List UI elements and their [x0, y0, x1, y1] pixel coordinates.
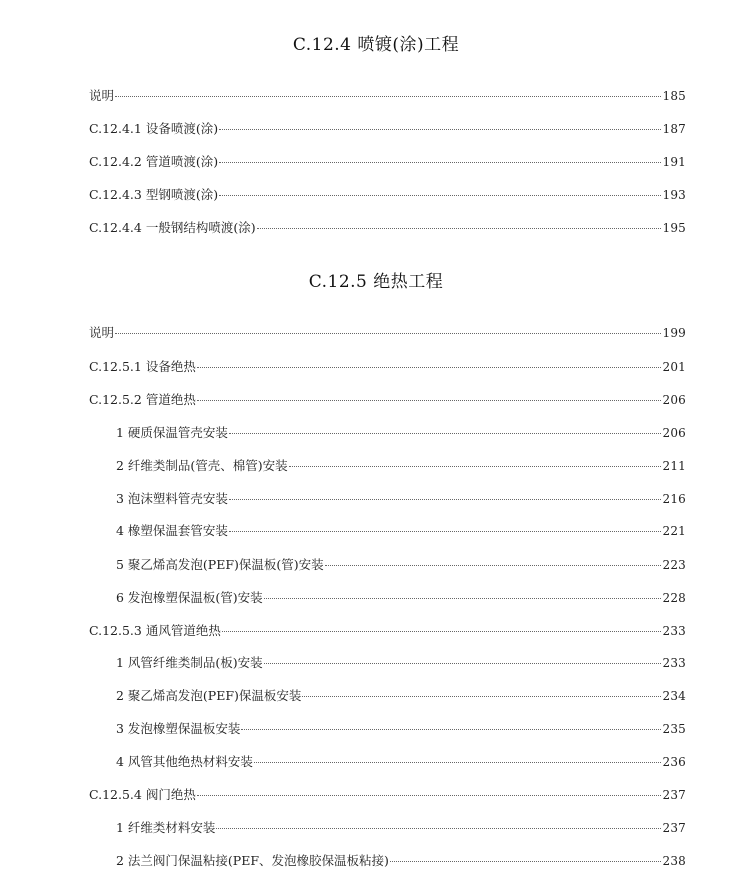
- toc-entry-page: 193: [662, 188, 686, 202]
- toc-entry-label: 6 发泡橡塑保温板(管)安装: [116, 590, 263, 605]
- dot-leader: [325, 565, 662, 566]
- dot-leader: [264, 598, 662, 599]
- toc-entry-page: 216: [662, 492, 686, 506]
- toc-entry-page: 187: [662, 122, 686, 136]
- toc-entry-c12-5-3[interactable]: [89, 621, 686, 639]
- toc-entry-label: 说明: [89, 88, 115, 103]
- dot-leader: [264, 663, 662, 664]
- dot-leader: [229, 531, 662, 532]
- toc-subentry[interactable]: [116, 555, 686, 573]
- toc-entry-label: 2 纤维类制品(管壳、棉管)安装: [116, 458, 288, 473]
- toc-entry-label: 2 聚乙烯高发泡(PEF)保温板安装: [116, 688, 302, 703]
- toc-subentry[interactable]: [116, 653, 686, 671]
- dot-leader: [222, 631, 662, 632]
- toc-entry-page: 206: [662, 393, 686, 407]
- toc-entry-c12-5-2[interactable]: [89, 390, 686, 408]
- toc-entry-label: 3 发泡橡塑保温板安装: [116, 721, 241, 736]
- dot-leader: [219, 129, 661, 130]
- toc-entry-page: 201: [662, 360, 686, 374]
- toc-entry-label: C.12.5.3 通风管道绝热: [89, 623, 221, 638]
- toc-entry-label: C.12.4.4 一般钢结构喷渡(涂): [89, 220, 256, 235]
- toc-entry-label: 2 法兰阀门保温粘接(PEF、发泡橡胶保温板粘接): [116, 853, 389, 868]
- toc-entry-label: 4 风管其他绝热材料安装: [116, 754, 253, 769]
- toc-subentry[interactable]: [116, 719, 686, 737]
- toc-subentry[interactable]: [116, 456, 686, 474]
- toc-entry-label: 说明: [89, 325, 115, 340]
- dot-leader: [115, 333, 661, 334]
- dot-leader: [197, 367, 662, 368]
- toc-entry-page: 228: [662, 591, 686, 605]
- toc-entry-page: 236: [662, 755, 686, 769]
- dot-leader: [289, 466, 662, 467]
- dot-leader: [229, 499, 662, 500]
- dot-leader: [257, 228, 662, 229]
- dot-leader: [219, 162, 661, 163]
- toc-entry-page: 235: [662, 722, 686, 736]
- toc-entry-label: 1 纤维类材料安装: [116, 820, 216, 835]
- toc-entry-label: C.12.5.2 管道绝热: [89, 392, 196, 407]
- dot-leader: [241, 729, 661, 730]
- toc-entry-label: C.12.4.3 型钢喷渡(涂): [89, 187, 219, 202]
- dot-leader: [216, 828, 661, 829]
- toc-entry-label: 1 风管纤维类制品(板)安装: [116, 655, 263, 670]
- dot-leader: [197, 795, 662, 796]
- toc-entry-page: 233: [662, 624, 686, 638]
- toc-entry-page: 195: [662, 221, 686, 235]
- toc-entry-page: 234: [662, 689, 686, 703]
- toc-entry-label: C.12.5.4 阀门绝热: [89, 787, 196, 802]
- toc-entry-page: 199: [662, 326, 686, 340]
- toc-entry-label: C.12.4.1 设备喷渡(涂): [89, 121, 219, 136]
- toc-entry-label: 4 橡塑保温套管安装: [116, 523, 228, 538]
- toc-entry-label: C.12.4.2 管道喷渡(涂): [89, 154, 219, 169]
- toc-entry-page: 191: [662, 155, 686, 169]
- toc-entry-page: 237: [662, 788, 686, 802]
- toc-entry-page: 221: [662, 524, 686, 538]
- toc-entry-c12-5-intro[interactable]: [89, 323, 686, 341]
- toc-entry-c12-5-4[interactable]: [89, 785, 686, 803]
- toc-subentry[interactable]: [116, 686, 686, 704]
- toc-subentry[interactable]: [116, 521, 686, 539]
- toc-entry-page: 233: [662, 656, 686, 670]
- toc-entry-page: 238: [662, 854, 686, 868]
- toc-entry-label: 1 硬质保温管壳安装: [116, 425, 228, 440]
- toc-subentry[interactable]: [116, 752, 686, 770]
- toc-entry-page: 211: [662, 459, 686, 473]
- dot-leader: [254, 762, 662, 763]
- toc-subentry[interactable]: [116, 489, 686, 507]
- toc-entry-c12-4-2[interactable]: [89, 152, 686, 170]
- toc-entry-c12-4-1[interactable]: [89, 119, 686, 137]
- toc-entry-label: 5 聚乙烯高发泡(PEF)保温板(管)安装: [116, 557, 324, 572]
- toc-entry-label: C.12.5.1 设备绝热: [89, 359, 196, 374]
- toc-entry-page: 237: [662, 821, 686, 835]
- toc-subentry[interactable]: [116, 851, 686, 869]
- dot-leader: [390, 861, 662, 862]
- toc-subentry[interactable]: [116, 423, 686, 441]
- toc-entry-label: 3 泡沫塑料管壳安装: [116, 491, 228, 506]
- toc-entry-c12-4-4[interactable]: [89, 218, 686, 236]
- dot-leader: [115, 96, 661, 97]
- dot-leader: [219, 195, 661, 196]
- dot-leader: [229, 433, 662, 434]
- dot-leader: [197, 400, 662, 401]
- toc-entry-c12-5-1[interactable]: [89, 357, 686, 375]
- toc-entry-page: 185: [662, 89, 686, 103]
- toc-entry-c12-4-3[interactable]: [89, 185, 686, 203]
- toc-subentry[interactable]: [116, 818, 686, 836]
- toc-entry-page: 223: [662, 558, 686, 572]
- section-heading-c12-5: C.12.5 绝热工程: [308, 272, 444, 292]
- toc-subentry[interactable]: [116, 588, 686, 606]
- toc-entry-c12-4-intro[interactable]: [89, 86, 686, 104]
- toc-entry-page: 206: [662, 426, 686, 440]
- dot-leader: [302, 696, 661, 697]
- section-heading-c12-4: C.12.4 喷镀(涂)工程: [292, 35, 460, 55]
